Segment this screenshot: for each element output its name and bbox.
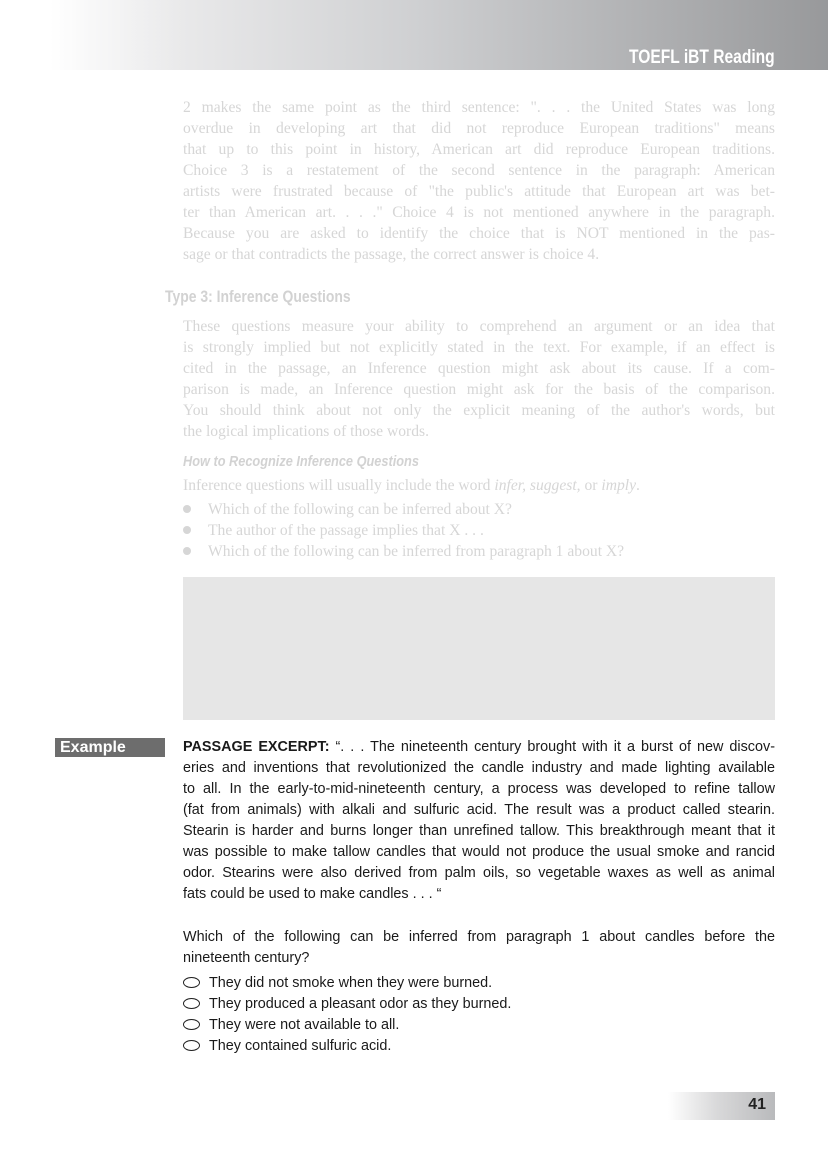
- radio-oval-icon[interactable]: [183, 998, 200, 1009]
- text: Inference questions will usually include the word: [183, 477, 495, 494]
- text-line: parison is made, an Inference question might ask for the basis of the comparison.: [183, 381, 775, 398]
- text-line: ter than American art. . . ." Choice 4 is not mentioned anywhere in the paragraph.: [183, 204, 775, 221]
- text-line: eries and inventions that revolutionized the candle industry and made lighting available: [183, 760, 775, 776]
- page-header: [0, 0, 828, 70]
- text: or: [580, 477, 602, 494]
- text-line: 2 makes the same point as the third sentence: ". . . the United States was long: [183, 99, 775, 116]
- text: “. . . The nineteenth century brought with it a burst of new discov-: [329, 739, 775, 755]
- text-line: Choice 3 is a restatement of the second sentence in the paragraph: American: [183, 162, 775, 179]
- bullet-icon: [183, 526, 191, 534]
- subheading: How to Recognize Inference Questions: [183, 453, 419, 470]
- bullet-icon: [183, 547, 191, 555]
- bullet-icon: [183, 505, 191, 513]
- option-text: They contained sulfuric acid.: [209, 1038, 392, 1054]
- option-text: They were not available to all.: [209, 1017, 400, 1033]
- recognize-text: [183, 475, 775, 496]
- text-line: is strongly implied but not explicitly stated in the text. For example, if an effect is: [183, 339, 775, 356]
- bullet-item: [183, 520, 484, 541]
- question-line: nineteenth century?: [183, 950, 310, 966]
- answer-option[interactable]: [183, 1015, 399, 1035]
- bullet-text: The author of the passage implies that X . . .: [208, 522, 484, 539]
- example-badge: Example: [55, 738, 165, 757]
- page-number: 41: [748, 1096, 766, 1113]
- text-line: These questions measure your ability to comprehend an argument or an idea that: [183, 318, 775, 335]
- bullet-item: [183, 499, 512, 520]
- radio-oval-icon[interactable]: [183, 977, 200, 988]
- text-line: sage or that contradicts the passage, the correct answer is choice 4.: [183, 246, 600, 263]
- bullet-text: Which of the following can be inferred from paragraph 1 about X?: [208, 543, 625, 560]
- text-line: Stearin is harder and burns longer than unrefined tallow. This breakthrough meant that it: [183, 823, 775, 839]
- text-line: was possible to make tallow candles that would not produce the usual smoke and rancid: [183, 844, 775, 860]
- keyword: infer, suggest,: [494, 477, 581, 494]
- keyword: imply: [601, 477, 637, 494]
- radio-oval-icon[interactable]: [183, 1019, 200, 1030]
- text-line: that up to this point in history, American art did reproduce European traditions.: [183, 141, 775, 158]
- text-line: [183, 737, 775, 757]
- bullet-text: Which of the following can be inferred about X?: [208, 501, 512, 518]
- text-line: Because you are asked to identify the choice that is NOT mentioned in the pas-: [183, 225, 775, 242]
- text-line: (fat from animals) with alkali and sulfuric acid. The result was a product called stearin.: [183, 802, 775, 818]
- text-line: odor. Stearins were also derived from palm oils, so vegetable waxes as well as animal: [183, 865, 775, 881]
- option-text: They produced a pleasant odor as they burned.: [209, 996, 512, 1012]
- text-line: overdue in developing art that did not reproduce European traditions" means: [183, 120, 775, 137]
- text-line: artists were frustrated because of "the public's attitude that European art was bet-: [183, 183, 775, 200]
- text-line: the logical implications of those words.: [183, 423, 429, 440]
- text: .: [636, 477, 640, 494]
- question-line: Which of the following can be inferred from paragraph 1 about candles before the: [183, 929, 775, 945]
- bullet-item: [183, 541, 624, 562]
- page-number-box: [668, 1092, 775, 1120]
- text-line: You should think about not only the explicit meaning of the author's words, but: [183, 402, 775, 419]
- option-text: They did not smoke when they were burned.: [209, 975, 493, 991]
- section-heading: Type 3: Inference Questions: [165, 287, 351, 306]
- text-line: to all. In the early-to-mid-nineteenth century, a process was developed to refine tallow: [183, 781, 775, 797]
- text-line: fats could be used to make candles . . . “: [183, 886, 442, 902]
- radio-oval-icon[interactable]: [183, 1040, 200, 1051]
- answer-option[interactable]: [183, 973, 492, 993]
- answer-option[interactable]: [183, 994, 511, 1014]
- gray-box: [183, 577, 775, 720]
- answer-option[interactable]: [183, 1036, 391, 1056]
- running-title: TOEFL iBT Reading: [629, 47, 775, 68]
- text-line: cited in the passage, an Inference question might ask about its cause. If a com-: [183, 360, 775, 377]
- passage-label: PASSAGE EXCERPT:: [183, 739, 330, 755]
